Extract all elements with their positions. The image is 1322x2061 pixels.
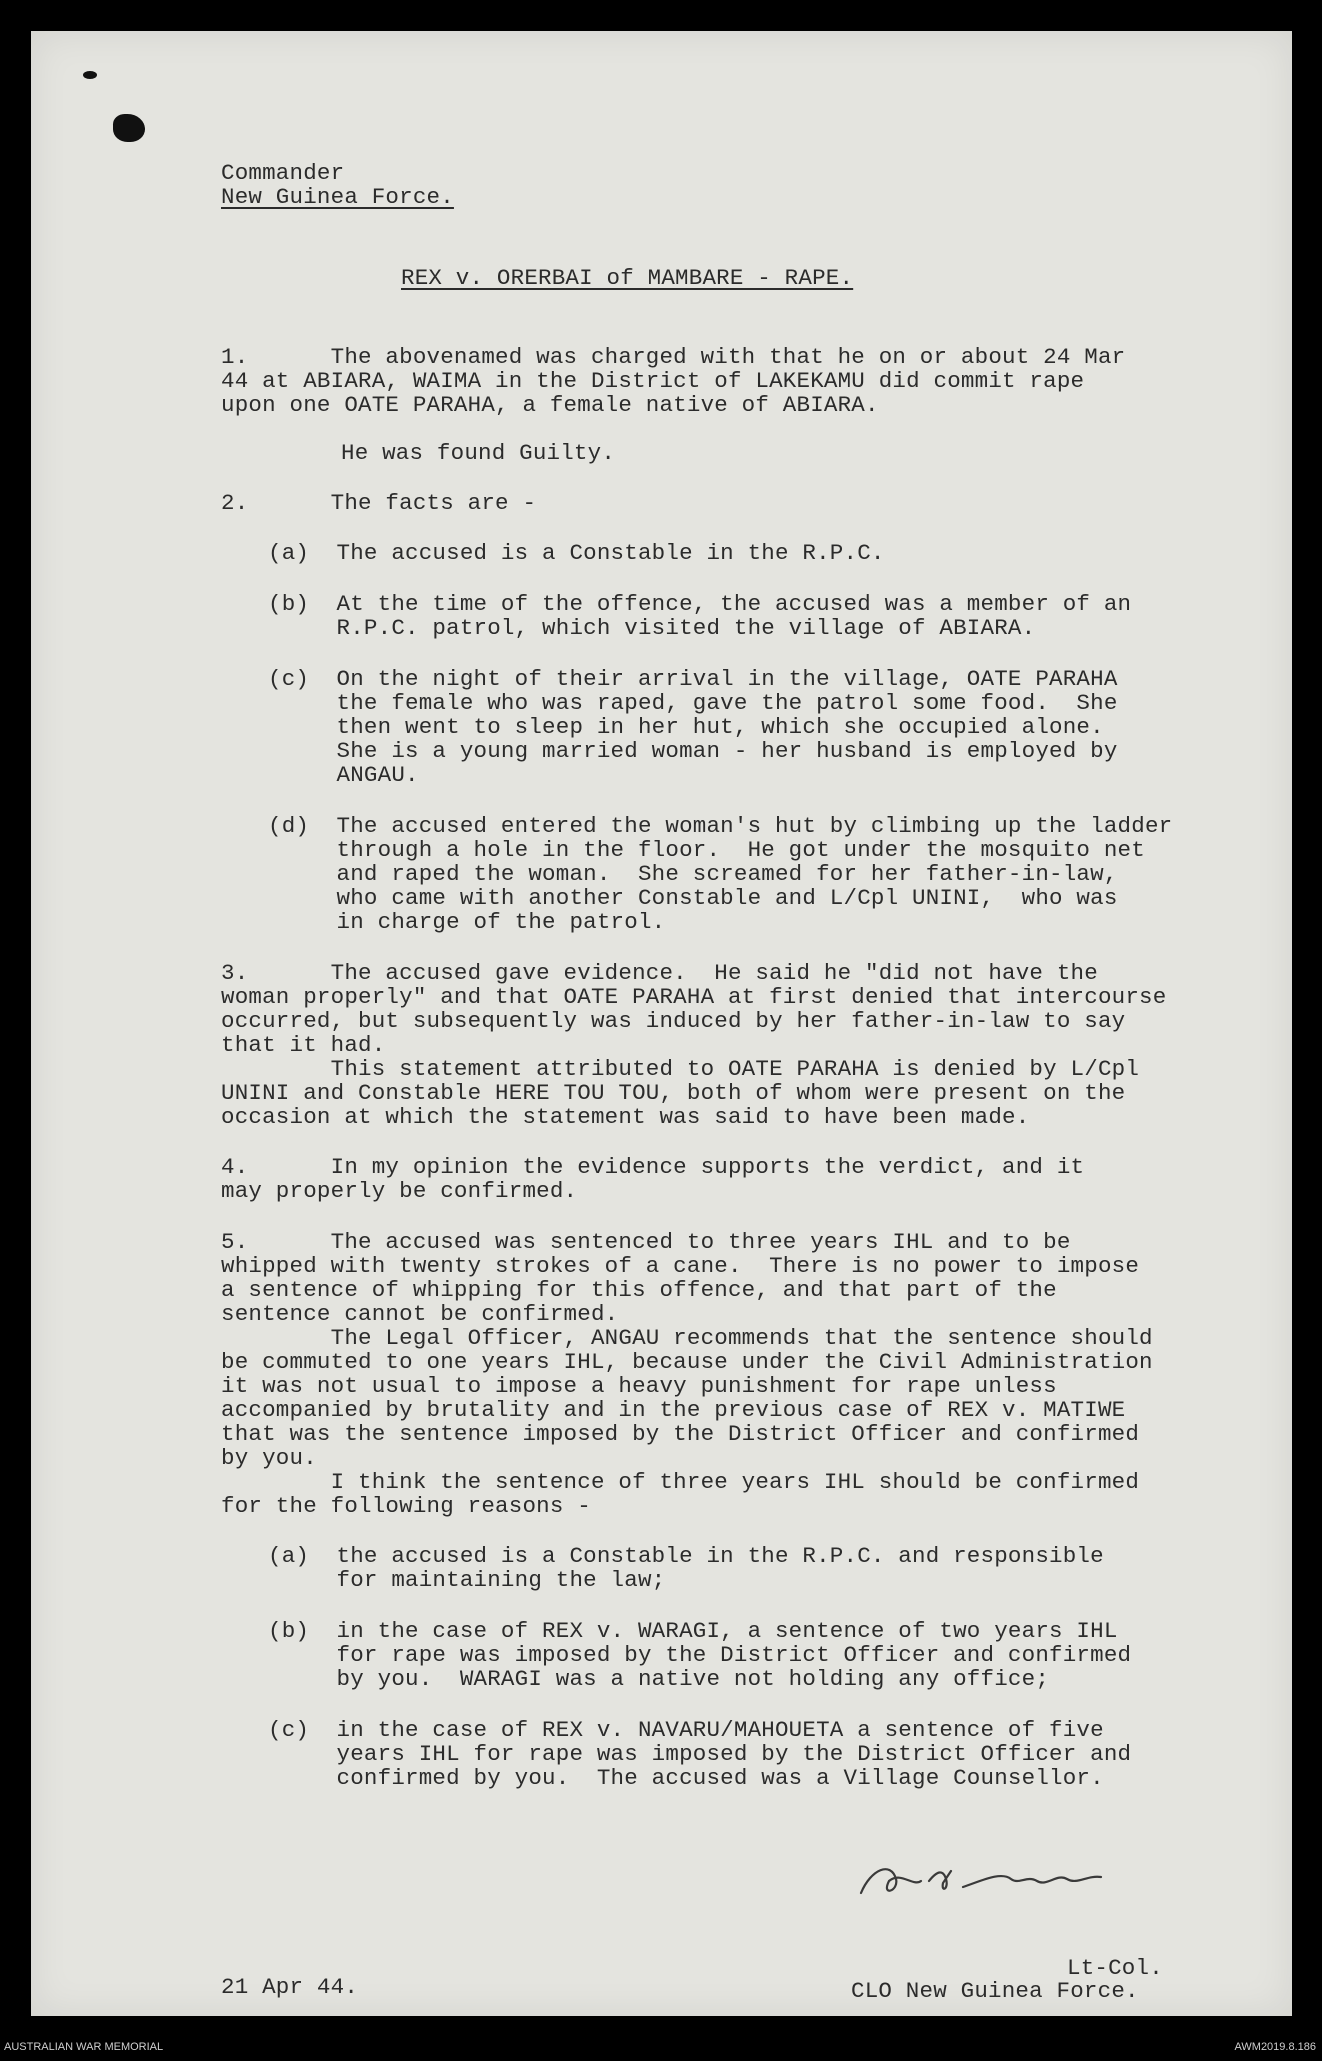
para5-line-7: it was not usual to impose a heavy punishment for rape unless <box>221 1373 1057 1399</box>
para5-line-9: that was the sentence imposed by the District Officer and confirmed <box>221 1421 1140 1447</box>
para3-line-3: occurred, but subsequently was induced by her father-in-law to say <box>221 1008 1126 1034</box>
reason-c-line-2: years IHL for rape was imposed by the District Officer and <box>268 1741 1132 1767</box>
fact-d-line-5: in charge of the patrol. <box>268 909 666 935</box>
fact-c-line-1: (c) On the night of their arrival in the village, OATE PARAHA <box>268 666 1118 692</box>
footer-institution: AUSTRALIAN WAR MEMORIAL <box>4 2041 164 2053</box>
para3-line-2: woman properly" and that OATE PARAHA at first denied that intercourse <box>221 984 1167 1010</box>
reason-a-line-1: (a) the accused is a Constable in the R.P.C. and responsible <box>268 1543 1104 1569</box>
para3-line-1: 3. The accused gave evidence. He said he "did not have the <box>221 960 1098 986</box>
signatory-office: CLO New Guinea Force. <box>851 1978 1139 2004</box>
reason-a-line-2: for maintaining the law; <box>268 1567 666 1593</box>
para5-line-12: for the following reasons - <box>221 1493 591 1519</box>
para5-line-2: whipped with twenty strokes of a cane. There is no power to impose <box>221 1253 1140 1279</box>
para5-line-11: I think the sentence of three years IHL should be confirmed <box>221 1469 1140 1495</box>
reason-b-line-2: for rape was imposed by the District Officer and confirmed <box>268 1642 1132 1668</box>
fact-b-line-2: R.P.C. patrol, which visited the village of ABIARA. <box>268 615 1036 641</box>
fact-a-line-1: (a) The accused is a Constable in the R.P.C. <box>268 540 885 566</box>
fact-d-line-4: who came with another Constable and L/Cpl UNINI, who was <box>268 885 1118 911</box>
para1-line-3: upon one OATE PARAHA, a female native of ABIARA. <box>221 392 879 418</box>
paper-blemish <box>83 71 97 79</box>
handwritten-signature <box>851 1851 1131 1911</box>
fact-b-line-1: (b) At the time of the offence, the accused was a member of an <box>268 591 1132 617</box>
fact-c-line-4: She is a young married woman - her husband is employed by <box>268 738 1118 764</box>
reason-b-line-1: (b) in the case of REX v. WARAGI, a sentence of two years IHL <box>268 1618 1118 1644</box>
para3-line-5: This statement attributed to OATE PARAHA is denied by L/Cpl <box>221 1056 1140 1082</box>
para1-line-1: 1. The abovenamed was charged with that he on or about 24 Mar <box>221 344 1126 370</box>
para3-line-4: that it had. <box>221 1032 386 1058</box>
para1-verdict: He was found Guilty. <box>341 440 616 466</box>
document-page <box>31 31 1292 2016</box>
fact-d-line-1: (d) The accused entered the woman's hut by climbing up the ladder <box>268 813 1173 839</box>
para5-line-8: accompanied by brutality and in the previous case of REX v. MATIWE <box>221 1397 1126 1423</box>
para3-line-6: UNINI and Constable HERE TOU TOU, both of whom were present on the <box>221 1080 1126 1106</box>
para1-line-2: 44 at ABIARA, WAIMA in the District of LAKEKAMU did commit rape <box>221 368 1085 394</box>
fact-c-line-2: the female who was raped, gave the patrol some food. She <box>268 690 1118 716</box>
para4-line-1: 4. In my opinion the evidence supports the verdict, and it <box>221 1154 1085 1180</box>
reason-c-line-1: (c) in the case of REX v. NAVARU/MAHOUETA a sentence of five <box>268 1717 1104 1743</box>
fact-d-line-3: and raped the woman. She screamed for her father-in-law, <box>268 861 1118 887</box>
reason-b-line-3: by you. WARAGI was a native not holding any office; <box>268 1666 1050 1692</box>
footer-accession: AWM2019.8.186 <box>1234 2041 1316 2053</box>
para5-line-10: by you. <box>221 1445 317 1471</box>
para2-heading: 2. The facts are - <box>221 490 537 516</box>
date: 21 Apr 44. <box>221 1974 359 2000</box>
para5-line-6: be commuted to one years IHL, because under the Civil Administration <box>221 1349 1153 1375</box>
reason-c-line-3: confirmed by you. The accused was a Village Counsellor. <box>268 1765 1104 1791</box>
addressee-line-1: Commander <box>221 160 345 186</box>
para3-line-7: occasion at which the statement was said to have been made. <box>221 1104 1030 1130</box>
para4-line-2: may properly be confirmed. <box>221 1178 578 1204</box>
document-title: REX v. ORERBAI of MAMBARE - RAPE. <box>401 265 854 291</box>
fact-c-line-5: ANGAU. <box>268 762 419 788</box>
fact-c-line-3: then went to sleep in her hut, which she occupied alone. <box>268 714 1104 740</box>
fact-d-line-2: through a hole in the floor. He got under the mosquito net <box>268 837 1145 863</box>
para5-line-5: The Legal Officer, ANGAU recommends that the sentence should <box>221 1325 1153 1351</box>
para5-line-1: 5. The accused was sentenced to three years IHL and to be <box>221 1229 1071 1255</box>
para5-line-3: a sentence of whipping for this offence, and that part of the <box>221 1277 1057 1303</box>
signatory-rank: Lt-Col. <box>1067 1955 1163 1981</box>
punch-hole <box>113 114 145 142</box>
para5-line-4: sentence cannot be confirmed. <box>221 1301 619 1327</box>
addressee-line-2: New Guinea Force. <box>221 184 454 210</box>
